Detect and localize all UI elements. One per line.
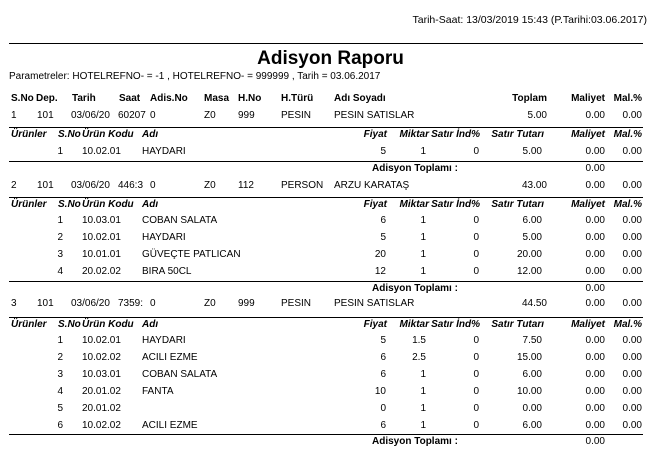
item-ind: 0 (473, 146, 479, 157)
item-miktar: 1 (420, 420, 426, 431)
item-col-maliyet: Maliyet (571, 319, 605, 330)
item-kod: 20.01.02 (82, 386, 121, 397)
item-kod: 10.02.02 (82, 352, 121, 363)
item-malp: 0.00 (622, 266, 642, 277)
bill-adsoyad: PESIN SATISLAR (334, 298, 415, 309)
bill-masa: Z0 (204, 298, 216, 309)
col-masa: Masa (204, 93, 230, 104)
item-kod: 10.03.01 (82, 369, 121, 380)
item-malp: 0.00 (622, 215, 642, 226)
item-tutar: 6.00 (522, 369, 542, 380)
item-maliyet: 0.00 (585, 146, 605, 157)
item-sno: 1 (57, 335, 63, 346)
item-row (0, 215, 661, 229)
report-parameters: Parametreler: HOTELREFNO- = -1 , HOTELREFNO- = 999999 , Tarih = 03.06.2017 (9, 71, 381, 82)
bill-malp: 0.00 (622, 110, 642, 121)
bill-toplam: 5.00 (527, 110, 547, 121)
bill-masa: Z0 (204, 180, 216, 191)
item-fiyat: 5 (380, 335, 386, 346)
bill-total-label: Adisyon Toplamı : (372, 436, 458, 447)
bill-saat: 60207 (118, 110, 146, 121)
item-adi: HAYDARI (142, 335, 186, 346)
item-ind: 0 (473, 249, 479, 260)
bill-dep: 101 (37, 110, 54, 121)
item-col-urunler: Ürünler (11, 129, 47, 140)
bill-tarih: 03/06/20 (71, 180, 110, 191)
item-row (0, 146, 661, 160)
bill-tarih: 03/06/20 (71, 110, 110, 121)
bill-total-value: 0.00 (585, 163, 605, 174)
item-maliyet: 0.00 (585, 403, 605, 414)
col-adisno: Adis.No (150, 93, 188, 104)
item-ind: 0 (473, 420, 479, 431)
item-sno: 2 (57, 352, 63, 363)
item-col-ind: Satır İnd% (431, 319, 480, 330)
item-col-adi: Adı (142, 129, 159, 140)
bill-htur: PESIN (281, 110, 312, 121)
item-tutar: 5.00 (522, 146, 542, 157)
item-malp: 0.00 (622, 335, 642, 346)
report-timestamp: Tarih-Saat: 13/03/2019 15:43 (P.Tarihi:03.06.2017) (412, 14, 647, 26)
item-kod: 20.02.02 (82, 266, 121, 277)
bill-malp: 0.00 (622, 180, 642, 191)
bill-total-row (0, 283, 661, 297)
item-kod: 10.02.01 (82, 335, 121, 346)
bill-maliyet: 0.00 (585, 180, 605, 191)
item-maliyet: 0.00 (585, 249, 605, 260)
item-kod: 20.01.02 (82, 403, 121, 414)
item-miktar: 2.5 (412, 352, 426, 363)
item-tutar: 6.00 (522, 215, 542, 226)
item-col-sno: S.No (58, 319, 81, 330)
item-sno: 3 (57, 369, 63, 380)
item-col-maliyet: Maliyet (571, 199, 605, 210)
bill-maliyet: 0.00 (585, 110, 605, 121)
item-tutar: 10.00 (516, 386, 542, 397)
item-sno: 4 (57, 386, 63, 397)
bill-saat: 446:3 (118, 180, 144, 191)
col-saat: Saat (119, 93, 141, 104)
bill-dep: 101 (37, 298, 54, 309)
main-column-headers (0, 93, 661, 107)
item-row (0, 266, 661, 280)
item-tutar: 20.00 (516, 249, 542, 260)
item-maliyet: 0.00 (585, 335, 605, 346)
item-miktar: 1 (420, 249, 426, 260)
item-fiyat: 6 (380, 352, 386, 363)
item-col-malp: Mal.% (613, 199, 642, 210)
item-col-adi: Adı (142, 319, 159, 330)
item-maliyet: 0.00 (585, 215, 605, 226)
item-malp: 0.00 (622, 146, 642, 157)
item-ind: 0 (473, 386, 479, 397)
item-sno: 4 (57, 266, 63, 277)
item-malp: 0.00 (622, 249, 642, 260)
item-col-tutar: Satır Tutarı (491, 199, 544, 210)
item-col-kod: Ürün Kodu (82, 319, 134, 330)
item-malp: 0.00 (622, 232, 642, 243)
item-col-adi: Adı (142, 199, 159, 210)
item-tutar: 7.50 (522, 335, 542, 346)
item-col-malp: Mal.% (613, 319, 642, 330)
item-adi: ACILI EZME (142, 420, 198, 431)
item-col-ind: Satır İnd% (431, 199, 480, 210)
item-kod: 10.02.01 (82, 232, 121, 243)
bill-malp: 0.00 (622, 298, 642, 309)
item-tutar: 15.00 (516, 352, 542, 363)
col-tarih: Tarih (72, 93, 96, 104)
item-sno: 1 (57, 215, 63, 226)
item-ind: 0 (473, 335, 479, 346)
bill-toplam: 44.50 (521, 298, 547, 309)
item-col-tutar: Satır Tutarı (491, 129, 544, 140)
bill-total-label: Adisyon Toplamı : (372, 283, 458, 294)
item-malp: 0.00 (622, 386, 642, 397)
col-toplam: Toplam (512, 93, 547, 104)
header-divider (9, 43, 643, 44)
item-ind: 0 (473, 403, 479, 414)
item-miktar: 1.5 (412, 335, 426, 346)
item-row (0, 386, 661, 400)
bill-saat: 7359: (118, 298, 144, 309)
item-sno: 3 (57, 249, 63, 260)
item-miktar: 1 (420, 386, 426, 397)
item-adi: HAYDARI (142, 232, 186, 243)
item-malp: 0.00 (622, 403, 642, 414)
bill-toplam: 43.00 (521, 180, 547, 191)
item-fiyat: 0 (380, 403, 386, 414)
item-kod: 10.02.02 (82, 420, 121, 431)
item-fiyat: 6 (380, 369, 386, 380)
item-sno: 1 (57, 146, 63, 157)
bill-adisno: 0 (150, 180, 156, 191)
item-miktar: 1 (420, 215, 426, 226)
col-sno: S.No (11, 93, 34, 104)
col-adsoyad: Adı Soyadı (334, 93, 386, 104)
col-malp: Mal.% (613, 93, 642, 104)
item-col-kod: Ürün Kodu (82, 129, 134, 140)
bill-htur: PESIN (281, 298, 312, 309)
col-dep: Dep. (36, 93, 58, 104)
bill-hno: 999 (238, 298, 255, 309)
bill-tarih: 03/06/20 (71, 298, 110, 309)
item-adi: HAYDARI (142, 146, 186, 157)
item-fiyat: 6 (380, 215, 386, 226)
item-row (0, 369, 661, 383)
bill-sno: 1 (11, 110, 17, 121)
item-kod: 10.02.01 (82, 146, 121, 157)
item-col-urunler: Ürünler (11, 319, 47, 330)
bill-total-label: Adisyon Toplamı : (372, 163, 458, 174)
bill-total-value: 0.00 (585, 283, 605, 294)
item-miktar: 1 (420, 403, 426, 414)
bill-adsoyad: PESIN SATISLAR (334, 110, 415, 121)
row-divider (9, 317, 643, 318)
item-maliyet: 0.00 (585, 420, 605, 431)
item-col-fiyat: Fiyat (363, 199, 387, 210)
item-row (0, 420, 661, 434)
item-fiyat: 6 (380, 420, 386, 431)
bill-total-row (0, 436, 661, 450)
item-col-tutar: Satır Tutarı (491, 319, 544, 330)
bill-row (0, 298, 661, 312)
item-miktar: 1 (420, 232, 426, 243)
bill-maliyet: 0.00 (585, 298, 605, 309)
item-col-ind: Satır İnd% (431, 129, 480, 140)
item-col-sno: S.No (58, 129, 81, 140)
item-miktar: 1 (420, 146, 426, 157)
bill-hno: 999 (238, 110, 255, 121)
bill-htur: PERSON (281, 180, 324, 191)
item-col-miktar: Miktar (399, 319, 429, 330)
item-sno: 5 (57, 403, 63, 414)
item-miktar: 1 (420, 369, 426, 380)
item-maliyet: 0.00 (585, 369, 605, 380)
item-row (0, 335, 661, 349)
item-adi: COBAN SALATA (142, 369, 218, 380)
bill-total-row (0, 163, 661, 177)
item-col-miktar: Miktar (399, 199, 429, 210)
row-divider (9, 127, 643, 128)
item-row (0, 403, 661, 417)
item-malp: 0.00 (622, 369, 642, 380)
bill-adisno: 0 (150, 298, 156, 309)
item-col-sno: S.No (58, 199, 81, 210)
item-adi: BIRA 50CL (142, 266, 192, 277)
row-divider (9, 197, 643, 198)
row-divider (9, 281, 643, 282)
bill-row (0, 110, 661, 124)
item-col-malp: Mal.% (613, 129, 642, 140)
bill-dep: 101 (37, 180, 54, 191)
item-ind: 0 (473, 352, 479, 363)
row-divider (9, 161, 643, 162)
item-kod: 10.01.01 (82, 249, 121, 260)
item-adi: GÜVEÇTE PATLICAN (142, 249, 241, 260)
item-col-fiyat: Fiyat (363, 319, 387, 330)
item-fiyat: 12 (374, 266, 386, 277)
bill-sno: 3 (11, 298, 17, 309)
item-maliyet: 0.00 (585, 266, 605, 277)
item-kod: 10.03.01 (82, 215, 121, 226)
col-maliyet: Maliyet (571, 93, 605, 104)
item-fiyat: 5 (380, 232, 386, 243)
item-adi: FANTA (142, 386, 174, 397)
item-row (0, 352, 661, 366)
bill-masa: Z0 (204, 110, 216, 121)
item-col-urunler: Ürünler (11, 199, 47, 210)
bill-adisno: 0 (150, 110, 156, 121)
item-column-headers (0, 129, 661, 143)
item-col-kod: Ürün Kodu (82, 199, 134, 210)
item-malp: 0.00 (622, 420, 642, 431)
item-ind: 0 (473, 369, 479, 380)
bill-adsoyad: ARZU KARATAŞ (334, 180, 410, 191)
item-row (0, 232, 661, 246)
item-sno: 2 (57, 232, 63, 243)
item-column-headers (0, 319, 661, 333)
item-fiyat: 20 (374, 249, 386, 260)
item-fiyat: 5 (380, 146, 386, 157)
item-maliyet: 0.00 (585, 386, 605, 397)
item-ind: 0 (473, 232, 479, 243)
bill-hno: 112 (238, 180, 254, 191)
bill-total-value: 0.00 (585, 436, 605, 447)
item-fiyat: 10 (374, 386, 386, 397)
col-hno: H.No (238, 93, 262, 104)
item-tutar: 0.00 (522, 403, 542, 414)
item-col-fiyat: Fiyat (363, 129, 387, 140)
item-sno: 6 (57, 420, 63, 431)
item-tutar: 5.00 (522, 232, 542, 243)
col-htur: H.Türü (281, 93, 314, 104)
bill-row (0, 180, 661, 194)
report-title: Adisyon Raporu (257, 48, 404, 69)
item-adi: COBAN SALATA (142, 215, 218, 226)
item-col-miktar: Miktar (399, 129, 429, 140)
item-miktar: 1 (420, 266, 426, 277)
item-ind: 0 (473, 215, 479, 226)
item-adi: ACILI EZME (142, 352, 198, 363)
item-ind: 0 (473, 266, 479, 277)
item-tutar: 6.00 (522, 420, 542, 431)
item-tutar: 12.00 (516, 266, 542, 277)
item-col-maliyet: Maliyet (571, 129, 605, 140)
item-row (0, 249, 661, 263)
item-malp: 0.00 (622, 352, 642, 363)
item-maliyet: 0.00 (585, 352, 605, 363)
item-maliyet: 0.00 (585, 232, 605, 243)
row-divider (9, 434, 643, 435)
bill-sno: 2 (11, 180, 17, 191)
item-column-headers (0, 199, 661, 213)
